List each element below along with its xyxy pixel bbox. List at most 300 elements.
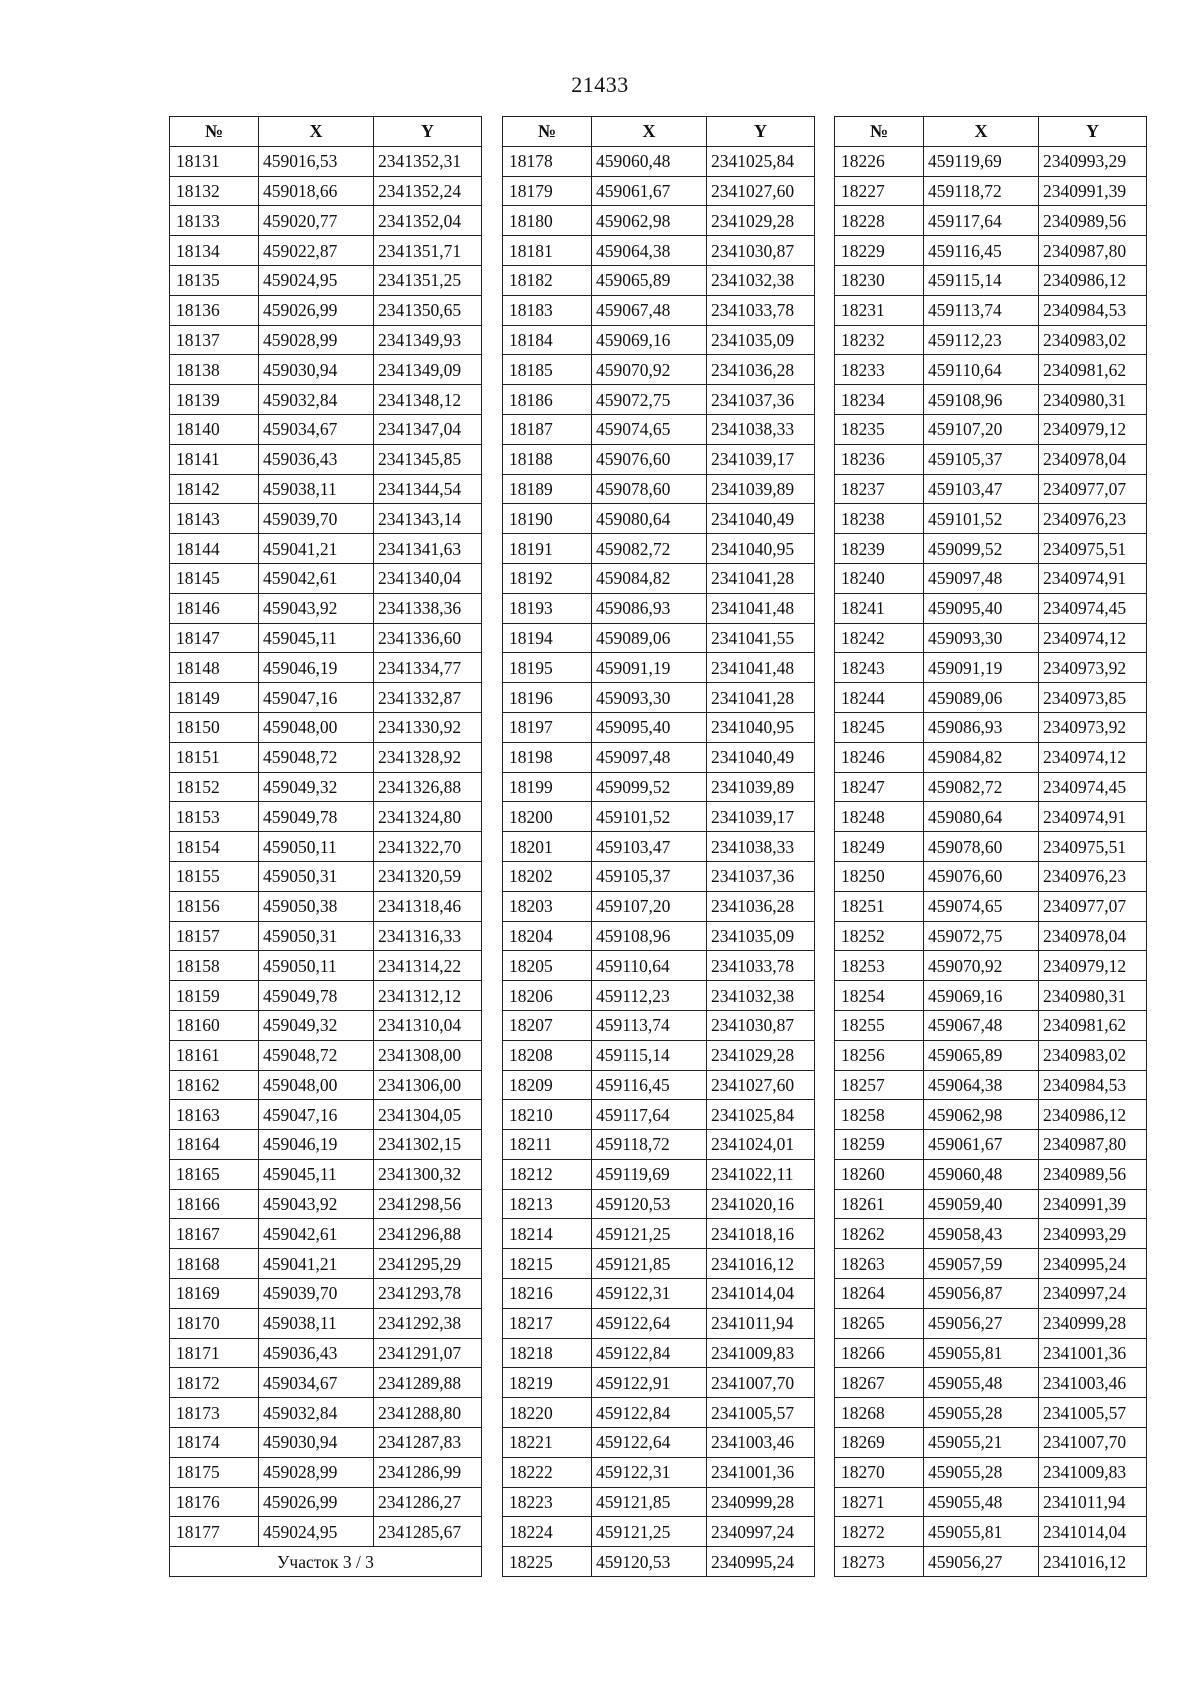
table-row bbox=[503, 861, 815, 891]
x-coordinate: 459072,75 bbox=[592, 385, 707, 415]
point-number: 18215 bbox=[503, 1249, 592, 1279]
y-coordinate: 2340974,91 bbox=[1039, 563, 1147, 593]
point-number: 18136 bbox=[170, 295, 259, 325]
point-number: 18152 bbox=[170, 772, 259, 802]
y-coordinate: 2340973,92 bbox=[1039, 712, 1147, 742]
x-coordinate: 459070,92 bbox=[592, 355, 707, 385]
y-coordinate: 2341332,87 bbox=[374, 683, 482, 713]
y-coordinate: 2341322,70 bbox=[374, 832, 482, 862]
y-coordinate: 2341041,55 bbox=[707, 623, 815, 653]
point-number: 18210 bbox=[503, 1100, 592, 1130]
x-coordinate: 459122,31 bbox=[592, 1457, 707, 1487]
y-coordinate: 2341007,70 bbox=[1039, 1428, 1147, 1458]
x-coordinate: 459108,96 bbox=[924, 385, 1039, 415]
table-row bbox=[503, 1457, 815, 1487]
y-coordinate: 2340995,24 bbox=[1039, 1249, 1147, 1279]
table-row bbox=[503, 1219, 815, 1249]
point-number: 18205 bbox=[503, 951, 592, 981]
y-coordinate: 2341039,17 bbox=[707, 802, 815, 832]
table-row bbox=[170, 206, 482, 236]
y-coordinate: 2340993,29 bbox=[1039, 1219, 1147, 1249]
y-coordinate: 2340987,80 bbox=[1039, 1130, 1147, 1160]
x-coordinate: 459016,53 bbox=[259, 146, 374, 176]
y-coordinate: 2340976,23 bbox=[1039, 861, 1147, 891]
y-coordinate: 2340980,31 bbox=[1039, 385, 1147, 415]
y-coordinate: 2341037,36 bbox=[707, 861, 815, 891]
point-number: 18149 bbox=[170, 683, 259, 713]
x-coordinate: 459055,48 bbox=[924, 1368, 1039, 1398]
x-coordinate: 459080,64 bbox=[924, 802, 1039, 832]
header-x: X bbox=[592, 117, 707, 147]
x-coordinate: 459042,61 bbox=[259, 563, 374, 593]
point-number: 18183 bbox=[503, 295, 592, 325]
y-coordinate: 2340991,39 bbox=[1039, 176, 1147, 206]
table-row bbox=[170, 1100, 482, 1130]
x-coordinate: 459082,72 bbox=[924, 772, 1039, 802]
table-row bbox=[170, 712, 482, 742]
y-coordinate: 2341288,80 bbox=[374, 1398, 482, 1428]
table-row bbox=[170, 385, 482, 415]
x-coordinate: 459103,47 bbox=[924, 474, 1039, 504]
table-header-row bbox=[835, 117, 1147, 147]
y-coordinate: 2341039,89 bbox=[707, 772, 815, 802]
table-row bbox=[503, 504, 815, 534]
point-number: 18182 bbox=[503, 265, 592, 295]
header-num: № bbox=[503, 117, 592, 147]
x-coordinate: 459024,95 bbox=[259, 1517, 374, 1547]
point-number: 18256 bbox=[835, 1040, 924, 1070]
table-row bbox=[170, 981, 482, 1011]
x-coordinate: 459058,43 bbox=[924, 1219, 1039, 1249]
y-coordinate: 2341033,78 bbox=[707, 951, 815, 981]
table-row bbox=[835, 1428, 1147, 1458]
table-row bbox=[170, 504, 482, 534]
x-coordinate: 459069,16 bbox=[592, 325, 707, 355]
y-coordinate: 2341035,09 bbox=[707, 921, 815, 951]
y-coordinate: 2341027,60 bbox=[707, 176, 815, 206]
section-label: Участок 3 / 3 bbox=[170, 1547, 482, 1577]
table-row bbox=[503, 414, 815, 444]
point-number: 18202 bbox=[503, 861, 592, 891]
x-coordinate: 459107,20 bbox=[924, 414, 1039, 444]
table-row bbox=[503, 1130, 815, 1160]
table-row bbox=[170, 444, 482, 474]
point-number: 18222 bbox=[503, 1457, 592, 1487]
point-number: 18161 bbox=[170, 1040, 259, 1070]
x-coordinate: 459099,52 bbox=[592, 772, 707, 802]
table-row bbox=[503, 385, 815, 415]
y-coordinate: 2341324,80 bbox=[374, 802, 482, 832]
x-coordinate: 459113,74 bbox=[592, 1010, 707, 1040]
y-coordinate: 2340986,12 bbox=[1039, 265, 1147, 295]
table-row bbox=[170, 921, 482, 951]
point-number: 18225 bbox=[503, 1547, 592, 1577]
table-row bbox=[503, 1428, 815, 1458]
x-coordinate: 459038,11 bbox=[259, 1308, 374, 1338]
x-coordinate: 459089,06 bbox=[592, 623, 707, 653]
table-row bbox=[170, 1219, 482, 1249]
table-row bbox=[170, 1308, 482, 1338]
table-row bbox=[170, 891, 482, 921]
table-row bbox=[170, 1279, 482, 1309]
table-row bbox=[170, 236, 482, 266]
point-number: 18131 bbox=[170, 146, 259, 176]
x-coordinate: 459046,19 bbox=[259, 1130, 374, 1160]
table-row bbox=[835, 1189, 1147, 1219]
y-coordinate: 2341027,60 bbox=[707, 1070, 815, 1100]
x-coordinate: 459056,87 bbox=[924, 1279, 1039, 1309]
x-coordinate: 459049,78 bbox=[259, 981, 374, 1011]
y-coordinate: 2341009,83 bbox=[1039, 1457, 1147, 1487]
x-coordinate: 459105,37 bbox=[592, 861, 707, 891]
table-row bbox=[835, 683, 1147, 713]
table-row bbox=[170, 1040, 482, 1070]
table-row bbox=[835, 742, 1147, 772]
y-coordinate: 2341030,87 bbox=[707, 1010, 815, 1040]
x-coordinate: 459121,25 bbox=[592, 1219, 707, 1249]
point-number: 18196 bbox=[503, 683, 592, 713]
point-number: 18174 bbox=[170, 1428, 259, 1458]
y-coordinate: 2341306,00 bbox=[374, 1070, 482, 1100]
table-row bbox=[503, 891, 815, 921]
point-number: 18272 bbox=[835, 1517, 924, 1547]
y-coordinate: 2341296,88 bbox=[374, 1219, 482, 1249]
x-coordinate: 459048,72 bbox=[259, 1040, 374, 1070]
y-coordinate: 2340974,12 bbox=[1039, 623, 1147, 653]
x-coordinate: 459122,84 bbox=[592, 1398, 707, 1428]
point-number: 18147 bbox=[170, 623, 259, 653]
y-coordinate: 2341001,36 bbox=[1039, 1338, 1147, 1368]
table-row bbox=[170, 1159, 482, 1189]
point-number: 18164 bbox=[170, 1130, 259, 1160]
y-coordinate: 2341352,31 bbox=[374, 146, 482, 176]
table-row bbox=[503, 653, 815, 683]
x-coordinate: 459028,99 bbox=[259, 325, 374, 355]
header-num: № bbox=[835, 117, 924, 147]
table-row bbox=[835, 146, 1147, 176]
x-coordinate: 459041,21 bbox=[259, 534, 374, 564]
point-number: 18195 bbox=[503, 653, 592, 683]
x-coordinate: 459043,92 bbox=[259, 1189, 374, 1219]
table-row bbox=[170, 325, 482, 355]
y-coordinate: 2341037,36 bbox=[707, 385, 815, 415]
y-coordinate: 2340986,12 bbox=[1039, 1100, 1147, 1130]
point-number: 18144 bbox=[170, 534, 259, 564]
point-number: 18143 bbox=[170, 504, 259, 534]
table-row bbox=[835, 504, 1147, 534]
table-row bbox=[835, 265, 1147, 295]
y-coordinate: 2341289,88 bbox=[374, 1368, 482, 1398]
table-row bbox=[503, 295, 815, 325]
x-coordinate: 459108,96 bbox=[592, 921, 707, 951]
x-coordinate: 459018,66 bbox=[259, 176, 374, 206]
point-number: 18251 bbox=[835, 891, 924, 921]
x-coordinate: 459099,52 bbox=[924, 534, 1039, 564]
x-coordinate: 459055,28 bbox=[924, 1457, 1039, 1487]
x-coordinate: 459034,67 bbox=[259, 1368, 374, 1398]
point-number: 18242 bbox=[835, 623, 924, 653]
table-row bbox=[170, 146, 482, 176]
table-row bbox=[503, 1517, 815, 1547]
table-row bbox=[835, 653, 1147, 683]
point-number: 18243 bbox=[835, 653, 924, 683]
y-coordinate: 2341040,49 bbox=[707, 742, 815, 772]
table-row bbox=[503, 206, 815, 236]
table-row bbox=[503, 802, 815, 832]
table-row bbox=[835, 474, 1147, 504]
y-coordinate: 2341032,38 bbox=[707, 265, 815, 295]
y-coordinate: 2341347,04 bbox=[374, 414, 482, 444]
point-number: 18259 bbox=[835, 1130, 924, 1160]
x-coordinate: 459120,53 bbox=[592, 1547, 707, 1577]
point-number: 18132 bbox=[170, 176, 259, 206]
x-coordinate: 459122,31 bbox=[592, 1279, 707, 1309]
table-row bbox=[503, 1010, 815, 1040]
table-row bbox=[170, 295, 482, 325]
point-number: 18158 bbox=[170, 951, 259, 981]
table-row bbox=[170, 1398, 482, 1428]
x-coordinate: 459121,85 bbox=[592, 1487, 707, 1517]
y-coordinate: 2340974,91 bbox=[1039, 802, 1147, 832]
point-number: 18190 bbox=[503, 504, 592, 534]
x-coordinate: 459113,74 bbox=[924, 295, 1039, 325]
y-coordinate: 2340999,28 bbox=[1039, 1308, 1147, 1338]
point-number: 18246 bbox=[835, 742, 924, 772]
y-coordinate: 2341286,99 bbox=[374, 1457, 482, 1487]
x-coordinate: 459050,31 bbox=[259, 921, 374, 951]
x-coordinate: 459026,99 bbox=[259, 295, 374, 325]
coordinates-table-3 bbox=[834, 116, 1147, 1577]
x-coordinate: 459070,92 bbox=[924, 951, 1039, 981]
point-number: 18257 bbox=[835, 1070, 924, 1100]
table-row bbox=[835, 1010, 1147, 1040]
y-coordinate: 2340973,85 bbox=[1039, 683, 1147, 713]
header-x: X bbox=[924, 117, 1039, 147]
point-number: 18211 bbox=[503, 1130, 592, 1160]
point-number: 18189 bbox=[503, 474, 592, 504]
x-coordinate: 459067,48 bbox=[592, 295, 707, 325]
y-coordinate: 2341018,16 bbox=[707, 1219, 815, 1249]
table-row bbox=[835, 1249, 1147, 1279]
y-coordinate: 2340983,02 bbox=[1039, 1040, 1147, 1070]
y-coordinate: 2341025,84 bbox=[707, 146, 815, 176]
table-row bbox=[503, 921, 815, 951]
point-number: 18154 bbox=[170, 832, 259, 862]
x-coordinate: 459110,64 bbox=[592, 951, 707, 981]
point-number: 18271 bbox=[835, 1487, 924, 1517]
y-coordinate: 2341352,04 bbox=[374, 206, 482, 236]
table-row bbox=[835, 563, 1147, 593]
y-coordinate: 2341029,28 bbox=[707, 1040, 815, 1070]
point-number: 18133 bbox=[170, 206, 259, 236]
x-coordinate: 459028,99 bbox=[259, 1457, 374, 1487]
table-row bbox=[170, 414, 482, 444]
x-coordinate: 459095,40 bbox=[924, 593, 1039, 623]
x-coordinate: 459101,52 bbox=[592, 802, 707, 832]
y-coordinate: 2341326,88 bbox=[374, 772, 482, 802]
x-coordinate: 459050,11 bbox=[259, 832, 374, 862]
x-coordinate: 459121,25 bbox=[592, 1517, 707, 1547]
x-coordinate: 459061,67 bbox=[592, 176, 707, 206]
y-coordinate: 2341341,63 bbox=[374, 534, 482, 564]
table-row bbox=[170, 1249, 482, 1279]
table-row bbox=[170, 802, 482, 832]
table-row bbox=[503, 683, 815, 713]
y-coordinate: 2341285,67 bbox=[374, 1517, 482, 1547]
x-coordinate: 459086,93 bbox=[924, 712, 1039, 742]
table-row bbox=[503, 1398, 815, 1428]
table-row bbox=[170, 1487, 482, 1517]
table-row bbox=[835, 176, 1147, 206]
y-coordinate: 2341295,29 bbox=[374, 1249, 482, 1279]
x-coordinate: 459084,82 bbox=[592, 563, 707, 593]
table-row bbox=[503, 325, 815, 355]
table-row bbox=[835, 325, 1147, 355]
table-row bbox=[835, 1368, 1147, 1398]
x-coordinate: 459118,72 bbox=[592, 1130, 707, 1160]
point-number: 18171 bbox=[170, 1338, 259, 1368]
point-number: 18260 bbox=[835, 1159, 924, 1189]
point-number: 18214 bbox=[503, 1219, 592, 1249]
x-coordinate: 459047,16 bbox=[259, 683, 374, 713]
point-number: 18216 bbox=[503, 1279, 592, 1309]
x-coordinate: 459122,64 bbox=[592, 1428, 707, 1458]
x-coordinate: 459055,28 bbox=[924, 1398, 1039, 1428]
point-number: 18153 bbox=[170, 802, 259, 832]
y-coordinate: 2341032,38 bbox=[707, 981, 815, 1011]
y-coordinate: 2340983,02 bbox=[1039, 325, 1147, 355]
y-coordinate: 2341349,09 bbox=[374, 355, 482, 385]
table-row bbox=[503, 563, 815, 593]
x-coordinate: 459048,00 bbox=[259, 1070, 374, 1100]
x-coordinate: 459050,11 bbox=[259, 951, 374, 981]
table-row bbox=[503, 951, 815, 981]
x-coordinate: 459050,38 bbox=[259, 891, 374, 921]
y-coordinate: 2340987,80 bbox=[1039, 236, 1147, 266]
table-row bbox=[503, 623, 815, 653]
x-coordinate: 459036,43 bbox=[259, 1338, 374, 1368]
table-row bbox=[503, 474, 815, 504]
y-coordinate: 2341314,22 bbox=[374, 951, 482, 981]
x-coordinate: 459065,89 bbox=[592, 265, 707, 295]
header-x: X bbox=[259, 117, 374, 147]
table-row bbox=[170, 623, 482, 653]
point-number: 18166 bbox=[170, 1189, 259, 1219]
x-coordinate: 459097,48 bbox=[924, 563, 1039, 593]
point-number: 18267 bbox=[835, 1368, 924, 1398]
point-number: 18248 bbox=[835, 802, 924, 832]
point-number: 18151 bbox=[170, 742, 259, 772]
y-coordinate: 2341007,70 bbox=[707, 1368, 815, 1398]
x-coordinate: 459074,65 bbox=[592, 414, 707, 444]
point-number: 18140 bbox=[170, 414, 259, 444]
table-row bbox=[835, 385, 1147, 415]
table-row bbox=[170, 563, 482, 593]
table-row bbox=[835, 802, 1147, 832]
y-coordinate: 2340977,07 bbox=[1039, 891, 1147, 921]
point-number: 18255 bbox=[835, 1010, 924, 1040]
y-coordinate: 2341022,11 bbox=[707, 1159, 815, 1189]
table-row bbox=[170, 861, 482, 891]
point-number: 18230 bbox=[835, 265, 924, 295]
point-number: 18194 bbox=[503, 623, 592, 653]
x-coordinate: 459055,21 bbox=[924, 1428, 1039, 1458]
y-coordinate: 2341001,36 bbox=[707, 1457, 815, 1487]
y-coordinate: 2341035,09 bbox=[707, 325, 815, 355]
table-row bbox=[835, 414, 1147, 444]
table-row bbox=[503, 832, 815, 862]
point-number: 18219 bbox=[503, 1368, 592, 1398]
y-coordinate: 2341039,89 bbox=[707, 474, 815, 504]
y-coordinate: 2340974,45 bbox=[1039, 593, 1147, 623]
point-number: 18220 bbox=[503, 1398, 592, 1428]
point-number: 18188 bbox=[503, 444, 592, 474]
y-coordinate: 2340980,31 bbox=[1039, 981, 1147, 1011]
x-coordinate: 459086,93 bbox=[592, 593, 707, 623]
y-coordinate: 2341302,15 bbox=[374, 1130, 482, 1160]
table-row bbox=[835, 1398, 1147, 1428]
point-number: 18223 bbox=[503, 1487, 592, 1517]
table-row bbox=[170, 176, 482, 206]
point-number: 18261 bbox=[835, 1189, 924, 1219]
x-coordinate: 459020,77 bbox=[259, 206, 374, 236]
y-coordinate: 2341330,92 bbox=[374, 712, 482, 742]
y-coordinate: 2340993,29 bbox=[1039, 146, 1147, 176]
table-row bbox=[835, 1338, 1147, 1368]
table-row bbox=[835, 355, 1147, 385]
point-number: 18138 bbox=[170, 355, 259, 385]
y-coordinate: 2341320,59 bbox=[374, 861, 482, 891]
table-row bbox=[835, 772, 1147, 802]
x-coordinate: 459045,11 bbox=[259, 623, 374, 653]
table-row bbox=[170, 1130, 482, 1160]
y-coordinate: 2340979,12 bbox=[1039, 951, 1147, 981]
x-coordinate: 459026,99 bbox=[259, 1487, 374, 1517]
x-coordinate: 459064,38 bbox=[592, 236, 707, 266]
y-coordinate: 2341033,78 bbox=[707, 295, 815, 325]
y-coordinate: 2341040,95 bbox=[707, 712, 815, 742]
x-coordinate: 459034,67 bbox=[259, 414, 374, 444]
point-number: 18197 bbox=[503, 712, 592, 742]
table-row bbox=[835, 623, 1147, 653]
point-number: 18181 bbox=[503, 236, 592, 266]
point-number: 18137 bbox=[170, 325, 259, 355]
table-row bbox=[170, 742, 482, 772]
point-number: 18253 bbox=[835, 951, 924, 981]
y-coordinate: 2341298,56 bbox=[374, 1189, 482, 1219]
x-coordinate: 459107,20 bbox=[592, 891, 707, 921]
table-row bbox=[835, 921, 1147, 951]
table-row bbox=[835, 534, 1147, 564]
point-number: 18179 bbox=[503, 176, 592, 206]
x-coordinate: 459042,61 bbox=[259, 1219, 374, 1249]
table-row bbox=[170, 1070, 482, 1100]
table-row bbox=[835, 981, 1147, 1011]
point-number: 18168 bbox=[170, 1249, 259, 1279]
table-row bbox=[170, 653, 482, 683]
table-footer-row bbox=[170, 1547, 482, 1577]
x-coordinate: 459050,31 bbox=[259, 861, 374, 891]
y-coordinate: 2341286,27 bbox=[374, 1487, 482, 1517]
y-coordinate: 2340995,24 bbox=[707, 1547, 815, 1577]
x-coordinate: 459065,89 bbox=[924, 1040, 1039, 1070]
table-row bbox=[170, 1338, 482, 1368]
x-coordinate: 459115,14 bbox=[924, 265, 1039, 295]
table-row bbox=[503, 1487, 815, 1517]
header-y: Y bbox=[374, 117, 482, 147]
point-number: 18160 bbox=[170, 1010, 259, 1040]
point-number: 18208 bbox=[503, 1040, 592, 1070]
